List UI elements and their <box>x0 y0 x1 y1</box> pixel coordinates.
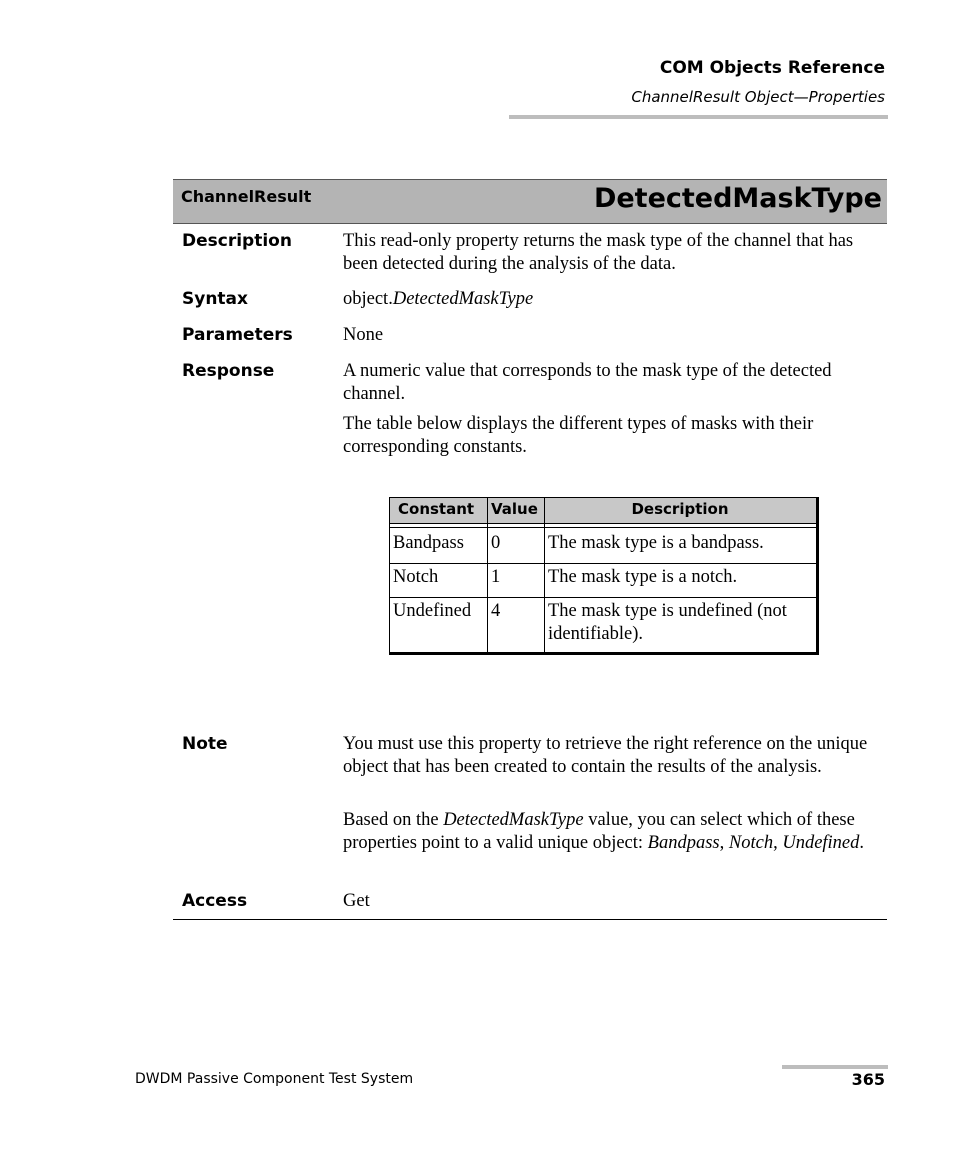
page-number: 365 <box>851 1070 885 1089</box>
section-end-rule <box>173 919 887 920</box>
parameters-label: Parameters <box>182 325 293 345</box>
access-label: Access <box>182 891 248 911</box>
note-property-ref: DetectedMaskType <box>443 810 584 830</box>
header-divider <box>390 527 816 528</box>
object-name: ChannelResult <box>181 187 312 206</box>
note-text: , <box>719 833 729 853</box>
note-paragraph-2 <box>343 809 883 855</box>
access-text: Get <box>343 891 370 911</box>
table-cell: Notch <box>393 567 439 587</box>
note-text: . <box>859 833 865 853</box>
note-text: Based on the <box>343 810 444 830</box>
row-divider <box>390 563 816 564</box>
header-divider <box>390 523 816 524</box>
column-header-description: Description <box>631 500 729 518</box>
table-cell: The mask type is a notch. <box>548 567 738 587</box>
table-cell: The mask type is undefined (not identifiable). <box>548 601 787 644</box>
column-header-value: Value <box>491 500 538 518</box>
response-label: Response <box>182 361 275 381</box>
column-divider <box>487 498 488 652</box>
column-header-constant: Constant <box>398 500 475 518</box>
syntax-label: Syntax <box>182 289 248 309</box>
syntax-text <box>343 288 883 311</box>
table-cell: 1 <box>491 567 501 587</box>
property-title-band <box>173 179 887 224</box>
note-text: value, you can select which of these properties point to a valid unique object: <box>343 810 855 853</box>
property-name: DetectedMaskType <box>593 183 882 214</box>
note-text: , <box>773 833 783 853</box>
row-divider <box>390 597 816 598</box>
response-paragraph-2: The table below displays the different types of masks with their corresponding constants. <box>343 414 814 457</box>
table-cell: Bandpass <box>393 533 464 553</box>
column-divider <box>544 498 545 652</box>
note-property-ref: Notch <box>728 833 774 853</box>
note-label: Note <box>182 734 228 754</box>
footer-document-title: DWDM Passive Component Test System <box>135 1071 414 1087</box>
mask-type-table <box>389 497 819 655</box>
note-property-ref: Bandpass <box>647 833 720 853</box>
table-cell: The mask type is a bandpass. <box>548 533 764 553</box>
table-cell: 4 <box>491 601 501 621</box>
note-paragraph-1: You must use this property to retrieve the right reference on the unique object that has been created to contain the results of the analysis. <box>343 734 868 777</box>
table-cell: 0 <box>491 533 501 553</box>
header-rule <box>509 115 888 119</box>
description-label: Description <box>182 231 292 251</box>
description-text: This read-only property returns the mask type of the channel that has been detected during the analysis of the data. <box>343 231 854 274</box>
running-header-title: COM Objects Reference <box>659 58 885 78</box>
running-header-subtitle: ChannelResult Object—Properties <box>631 88 885 106</box>
footer-rule <box>782 1065 888 1069</box>
note-property-ref: Undefined <box>782 833 860 853</box>
response-paragraph-1: A numeric value that corresponds to the mask type of the detected channel. <box>343 361 832 404</box>
syntax-prefix: object. <box>343 289 393 309</box>
parameters-text: None <box>343 325 384 345</box>
syntax-property-name: DetectedMaskType <box>392 289 534 309</box>
table-cell: Undefined <box>393 601 472 621</box>
